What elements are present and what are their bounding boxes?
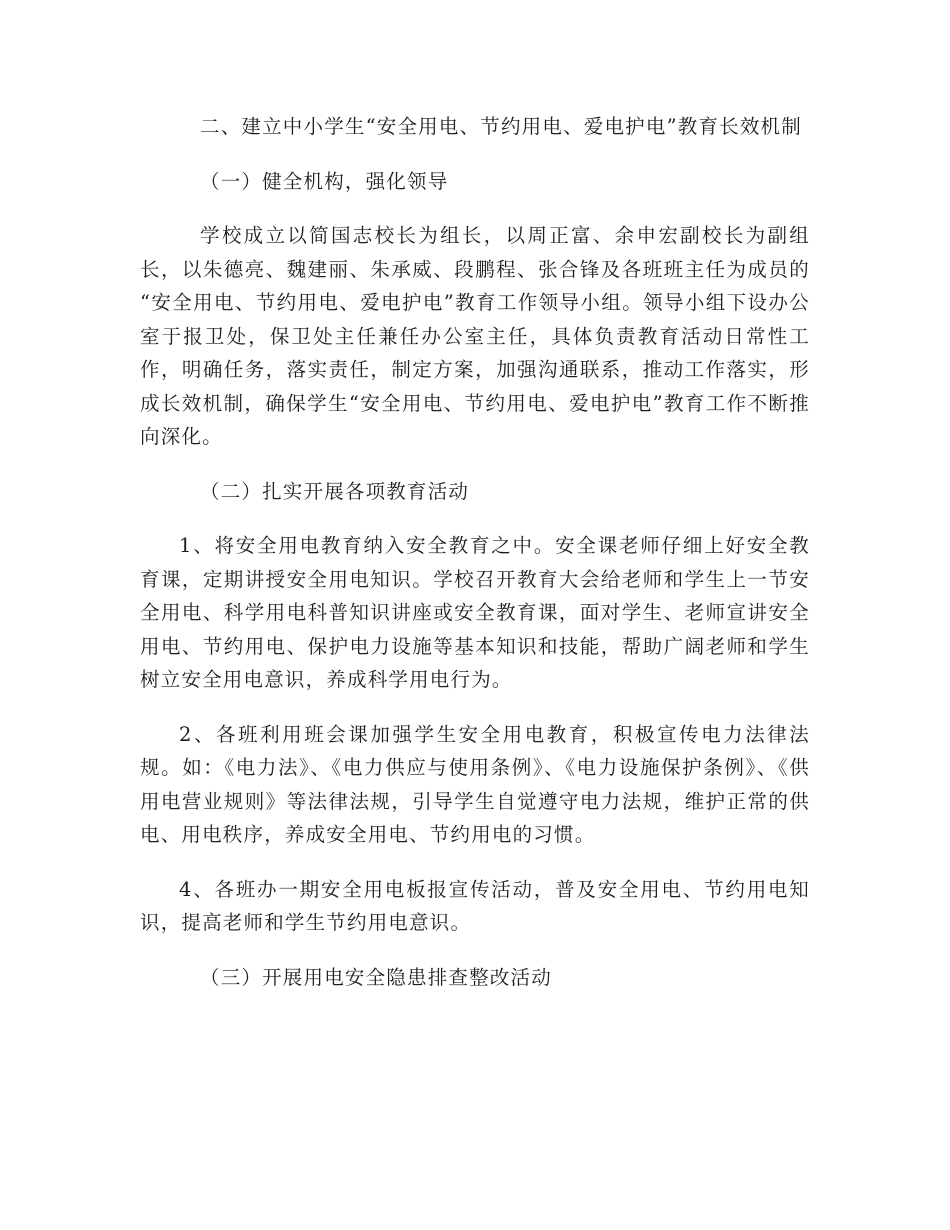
paragraph-item-1: 1、将安全用电教育纳入安全教育之中。安全课老师仔细上好安全教育课，定期讲授安全用电知识。学校召开教育大会给老师和学生上一节安全用电、科学用电科普知识讲座或安全教育课，面对学生、老师宣讲安全用电、节约用电、保护电力设施等基本知识和技能，帮助广阔老师和学生树立安全用电意识，养成科学用电行为。 [140, 534, 810, 691]
paragraph-item-4: 4、各班办一期安全用电板报宣传活动，普及安全用电、节约用电知识，提高老师和学生节约用电意识。 [140, 877, 810, 934]
paragraph-organization: 学校成立以简国志校长为组长，以周正富、余申宏副校长为副组长，以朱德亮、魏建丽、朱承威、段鹏程、张合锋及各班班主任为成员的 “安全用电、节约用电、爱电护电”教育工作领导小组。领导小组下设办公室于报卫处，保卫处主任兼任办公室主任，具体负责教育活动日常性工作，明确任务，落实责任，制定方案，加强沟通联系，推动工作落实，形成长效机制，确保学生“安全用电、节约用电、爱电护电”教育工作不断推向深化。 [140, 224, 810, 448]
paragraph-item-2: 2、各班利用班会课加强学生安全用电教育，积极宣传电力法律法规。如：《电力法》、《电力供应与使用条例》、《电力设施保护条例》、《供用电营业规则》等法律法规，引导学生自觉遵守电力法规，维护正常的供电、用电秩序，养成安全用电、节约用电的习惯。 [140, 722, 810, 846]
subsection-heading-2: （二）扎实开展各项教育活动 [200, 479, 470, 503]
subsection-heading-1: （一）健全机构，强化领导 [200, 169, 449, 193]
document-body [140, 110, 810, 1015]
subsection-heading-3: （三）开展用电安全隐患排查整改活动 [200, 965, 552, 989]
section-heading: 二、建立中小学生“安全用电、节约用电、爱电护电”教育长效机制 [200, 115, 802, 138]
